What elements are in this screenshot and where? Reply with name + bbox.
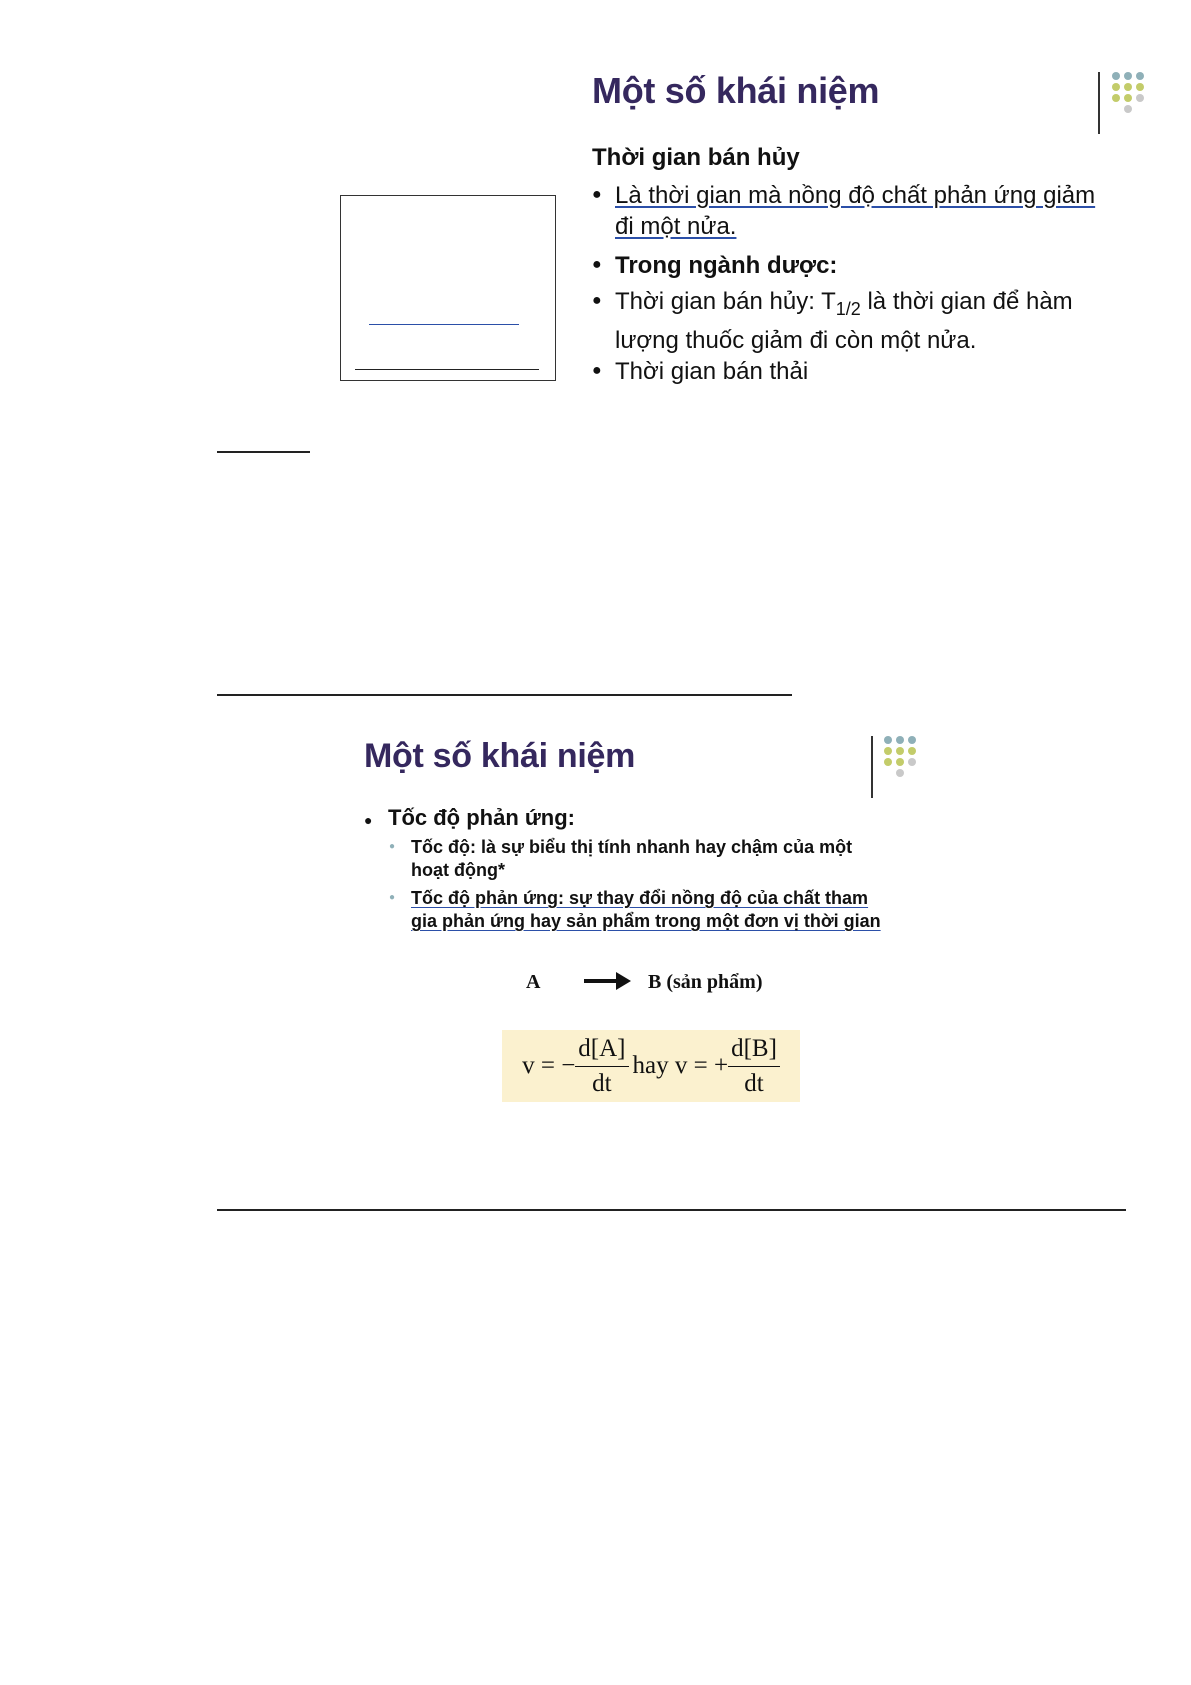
bottom-rule (217, 1209, 1126, 1211)
formula-lhs: v = − (522, 1052, 576, 1079)
rate-formula (502, 1030, 800, 1102)
slide-2-decor-line (871, 736, 873, 798)
bullet-icon: ● (364, 812, 373, 828)
bullet-1-text: Là thời gian mà nồng độ chất phản ứng giảm đi một nửa. (615, 182, 1096, 240)
formula-mid: hay v = + (632, 1052, 729, 1079)
fraction-2-denominator: dt (744, 1069, 764, 1097)
fraction-2 (728, 1032, 780, 1101)
sub-bullet-2-text: Tốc độ phản ứng: sự thay đổi nồng độ của chất tham gia phản ứng hay sản phẩm trong một đơn vị thời gian (411, 888, 881, 931)
fraction-2-numerator: d[B] (728, 1032, 780, 1067)
sub-bullet-1-text: Tốc độ: là sự biểu thị tính nhanh hay chậm của một hoạt động* (411, 837, 853, 880)
slide-1-title: Một số khái niệm (592, 70, 880, 111)
short-rule (217, 451, 310, 453)
frame-blue-line (369, 324, 519, 325)
bullet-2-text: Trong ngành dược: (615, 252, 838, 279)
slide-1-dots-decor (1112, 72, 1145, 113)
bullet-3-text: Thời gian bán hủy: $T_{1/2}$ là thời gian để hàm lượng thuốc giảm đi còn một nửa. (615, 288, 1073, 354)
slide-1-subtitle: Thời gian bán hủy (592, 144, 800, 171)
sub-bullet-icon: ● (389, 892, 396, 903)
sub-bullet-icon: ● (389, 841, 396, 852)
mid-rule (217, 694, 792, 696)
fraction-1-denominator: dt (592, 1069, 612, 1097)
slide-2-title: Một số khái niệm (364, 737, 636, 775)
bullet-4-text: Thời gian bán thải (615, 358, 809, 385)
frame-black-line (355, 369, 539, 370)
reaction-right: B (sản phẩm) (648, 971, 763, 993)
bullet-icon: ● (592, 186, 602, 203)
fraction-1 (575, 1032, 628, 1101)
main-bullet-text: Tốc độ phản ứng: (388, 805, 576, 830)
bullet-icon: ● (592, 292, 602, 309)
slide-1-decor-line (1098, 72, 1100, 134)
bullet-icon: ● (592, 256, 602, 273)
slide-2-dots-decor (884, 736, 917, 777)
bullet-icon: ● (592, 362, 602, 379)
arrow-right-icon (582, 970, 632, 997)
empty-frame (340, 195, 556, 381)
fraction-1-numerator: d[A] (575, 1032, 628, 1067)
reaction-left: A (526, 971, 541, 993)
